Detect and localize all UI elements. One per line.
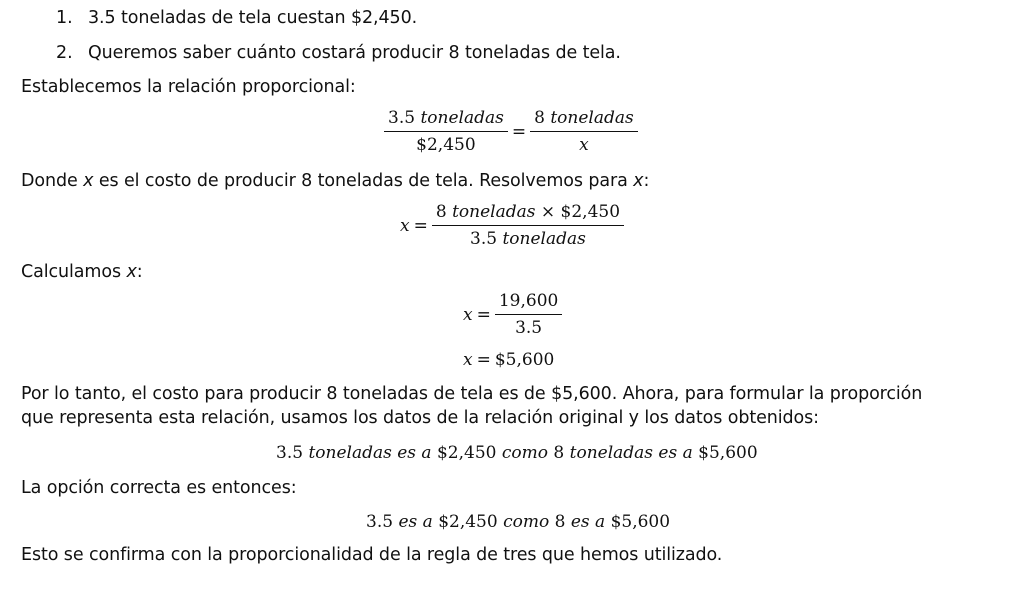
list-item-2: Queremos saber cuánto costará producir 8 toneladas de tela. (88, 43, 621, 63)
paragraph-confirmation: Esto se confirma con la proporcionalidad de la regla de tres que hemos utilizado. (21, 545, 723, 565)
list-number-2: 2. (56, 43, 73, 63)
paragraph-conclusion-line2: que representa esta relación, usamos los datos de la relación original y los datos obtenidos: (21, 408, 819, 428)
paragraph-calculamos: Calculamos x: (21, 262, 143, 282)
paragraph-donde: Donde x es el costo de producir 8 toneladas de tela. Resolvemos para x: (21, 171, 650, 191)
equation-result: x = $5,600 (463, 350, 555, 370)
equation-proportion: $\frac{\text{3.5 toneladas}}{\$2,450}$ = $\frac{\text{8 toneladas}}{x}$ (384, 108, 638, 155)
list-number-1: 1. (56, 8, 73, 28)
equation-solve-x: x = $\frac{\text{8 toneladas × \$2,450}}{\text{3.5 toneladas}}$ (400, 202, 624, 249)
list-item-1: 3.5 toneladas de tela cuestan $2,450. (88, 8, 418, 28)
equation-fraction: x = $\frac{19,600}{3.5}$ (463, 291, 562, 338)
equation-correct-option: 3.5 es a $2,450 como 8 es a $5,600 (366, 512, 671, 532)
paragraph-correct-option: La opción correcta es entonces: (21, 478, 297, 498)
paragraph-conclusion-line1: Por lo tanto, el costo para producir 8 toneladas de tela es de $5,600. Ahora, para formular la proporción (21, 384, 923, 404)
equation-proportion-statement: 3.5 toneladas es a $2,450 como 8 toneladas es a $5,600 (276, 443, 758, 463)
paragraph-relation: Establecemos la relación proporcional: (21, 77, 356, 97)
